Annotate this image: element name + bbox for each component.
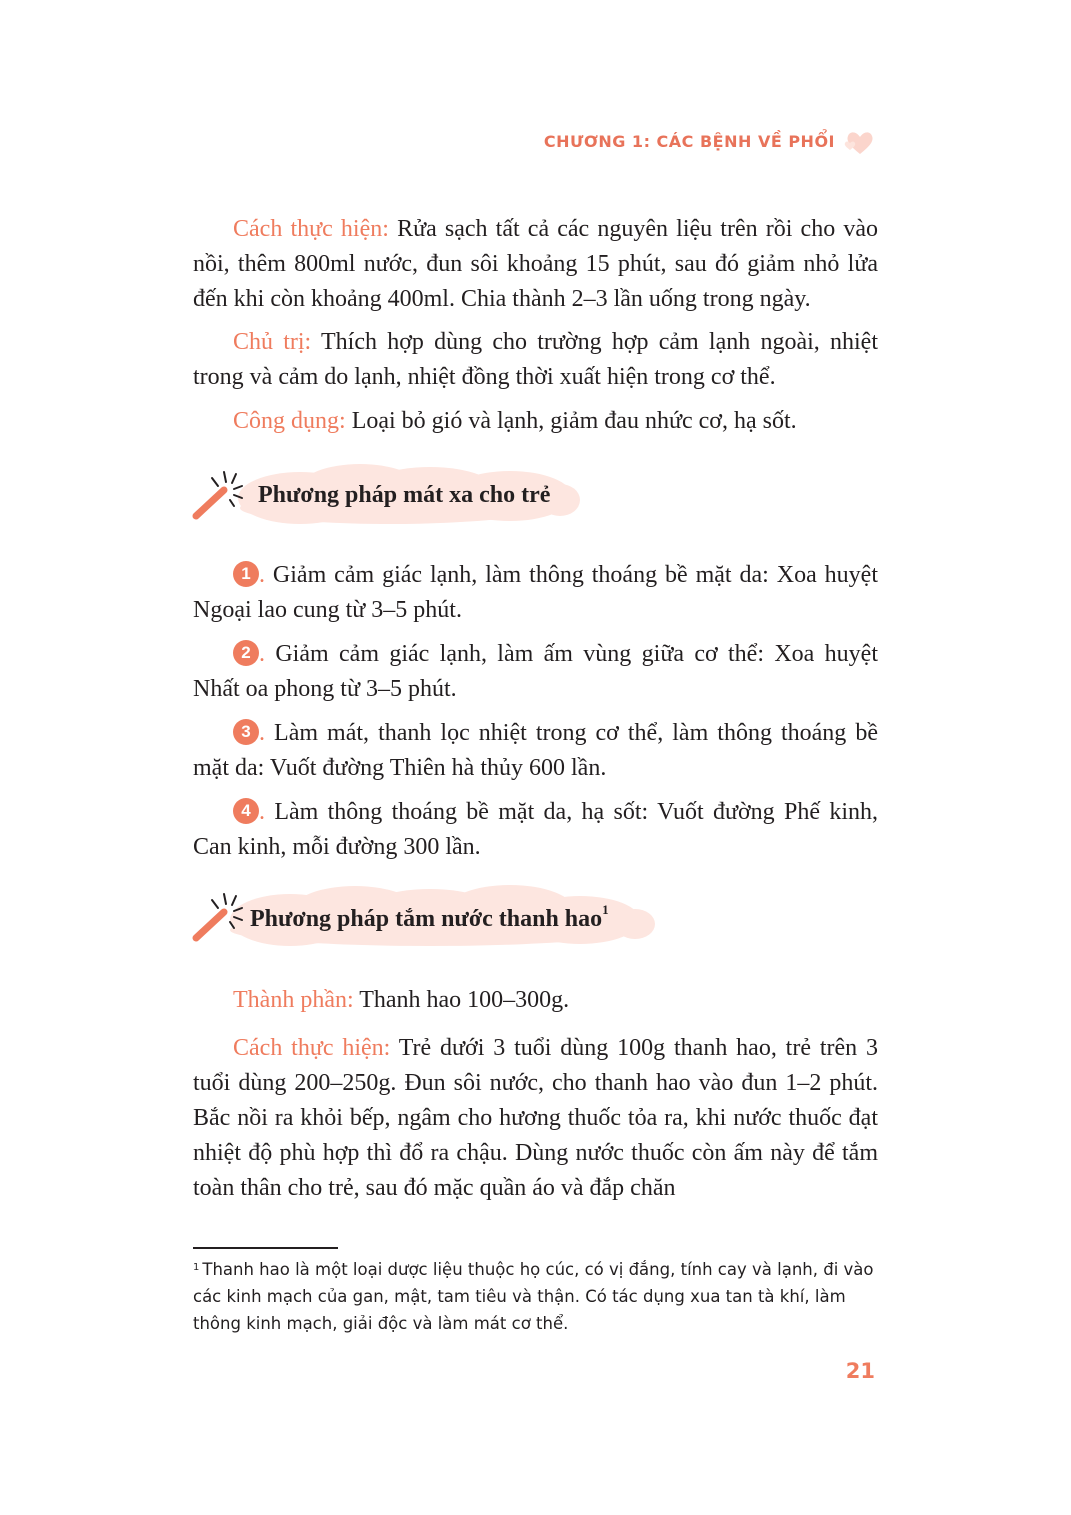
heart-icon	[842, 126, 878, 158]
footnote-text: Thanh hao là một loại dược liệu thuộc họ cúc, có vị đắng, tính cay và lạnh, đi vào các kinh mạch của gan, mật, tam tiêu và thận. Có tác dụng xua tan tà khí, làm thông kinh mạch, giải độc và làm mát cơ thể.	[193, 1260, 874, 1333]
footnote-divider	[193, 1247, 338, 1249]
bath-method-text: Trẻ dưới 3 tuổi dùng 100g thanh hao, trẻ trên 3 tuổi dùng 200–250g. Đun sôi nước, cho thanh hao vào đun 1–2 phút. Bắc nồi ra khỏi bếp, ngâm cho hương thuốc tỏa ra, khi nước thuốc đạt nhiệt độ phù hợp thì đổ ra chậu. Dùng nước thuốc còn ấm này để tắm toàn thân cho trẻ, sau đó mặc quần áo và đắp chăn	[193, 1035, 878, 1201]
method-label: Cách thực hiện:	[233, 216, 389, 242]
method-text: Rửa sạch tất cả các nguyên liệu trên rồi cho vào nồi, thêm 800ml nước, đun sôi khoảng 15 phút, sau đó giảm nhỏ lửa đến khi còn khoảng 400ml. Chia thành 2–3 lần uống trong ngày.	[193, 216, 878, 312]
footnote-reference: 1	[602, 902, 609, 917]
bath-heading-text	[250, 902, 609, 933]
step-number-badge: 4	[233, 798, 259, 824]
massage-heading	[190, 458, 590, 528]
method-paragraph	[193, 212, 878, 317]
bath-heading-label: Phương pháp tắm nước thanh hao	[250, 906, 603, 932]
footnote	[193, 1256, 879, 1337]
magic-wand-icon	[190, 458, 250, 528]
step-text: Giảm cảm giác lạnh, làm ấm vùng giữa cơ thể: Xoa huyệt Nhất oa phong từ 3–5 phút.	[193, 641, 878, 702]
step-number-badge: 2	[233, 640, 259, 666]
massage-step: 4 . Làm thông thoáng bề mặt da, hạ sốt: Vuốt đường Phế kinh, Can kinh, mỗi đường 300 lần.	[193, 799, 878, 860]
chapter-title: CHƯƠNG 1: CÁC BỆNH VỀ PHỔI	[543, 132, 835, 151]
indication-label: Chủ trị:	[233, 329, 312, 355]
ingredients-label: Thành phần:	[233, 987, 354, 1013]
effect-text: Loại bỏ gió và lạnh, giảm đau nhức cơ, hạ sốt.	[345, 408, 797, 434]
massage-step: 3 . Làm mát, thanh lọc nhiệt trong cơ thể, làm thông thoáng bề mặt da: Vuốt đường Thiên hà thủy 600 lần.	[193, 720, 878, 781]
magic-wand-icon	[190, 880, 250, 950]
bath-method-label: Cách thực hiện:	[233, 1035, 391, 1061]
indication-text: Thích hợp dùng cho trường hợp cảm lạnh ngoài, nhiệt trong và cảm do lạnh, nhiệt đồng thời xuất hiện trong cơ thể.	[193, 329, 878, 390]
massage-step: 2 . Giảm cảm giác lạnh, làm ấm vùng giữa cơ thể: Xoa huyệt Nhất oa phong từ 3–5 phút.	[193, 641, 878, 702]
massage-step: 1 . Giảm cảm giác lạnh, làm thông thoáng bề mặt da: Xoa huyệt Ngoại lao cung từ 3–5 phút.	[193, 562, 878, 623]
effect-paragraph	[193, 404, 878, 439]
step-number-badge: 3	[233, 719, 259, 745]
ingredients-text: Thanh hao 100–300g.	[353, 987, 570, 1013]
indication-paragraph	[193, 325, 878, 395]
massage-heading-text: Phương pháp mát xa cho trẻ	[258, 482, 551, 508]
step-number-badge: 1	[233, 561, 259, 587]
step-text: Làm mát, thanh lọc nhiệt trong cơ thể, làm thông thoáng bề mặt da: Vuốt đường Thiên hà thủy 600 lần.	[193, 720, 878, 781]
page-number: 21	[845, 1359, 875, 1383]
bath-heading	[190, 880, 660, 950]
effect-label: Công dụng:	[233, 408, 346, 434]
footnote-mark: 1	[193, 1262, 200, 1273]
step-text: Làm thông thoáng bề mặt da, hạ sốt: Vuốt đường Phế kinh, Can kinh, mỗi đường 300 lần.	[193, 799, 878, 860]
step-text: Giảm cảm giác lạnh, làm thông thoáng bề mặt da: Xoa huyệt Ngoại lao cung từ 3–5 phút.	[193, 562, 878, 623]
bath-method-paragraph	[193, 1031, 878, 1206]
ingredients-paragraph	[193, 983, 878, 1018]
